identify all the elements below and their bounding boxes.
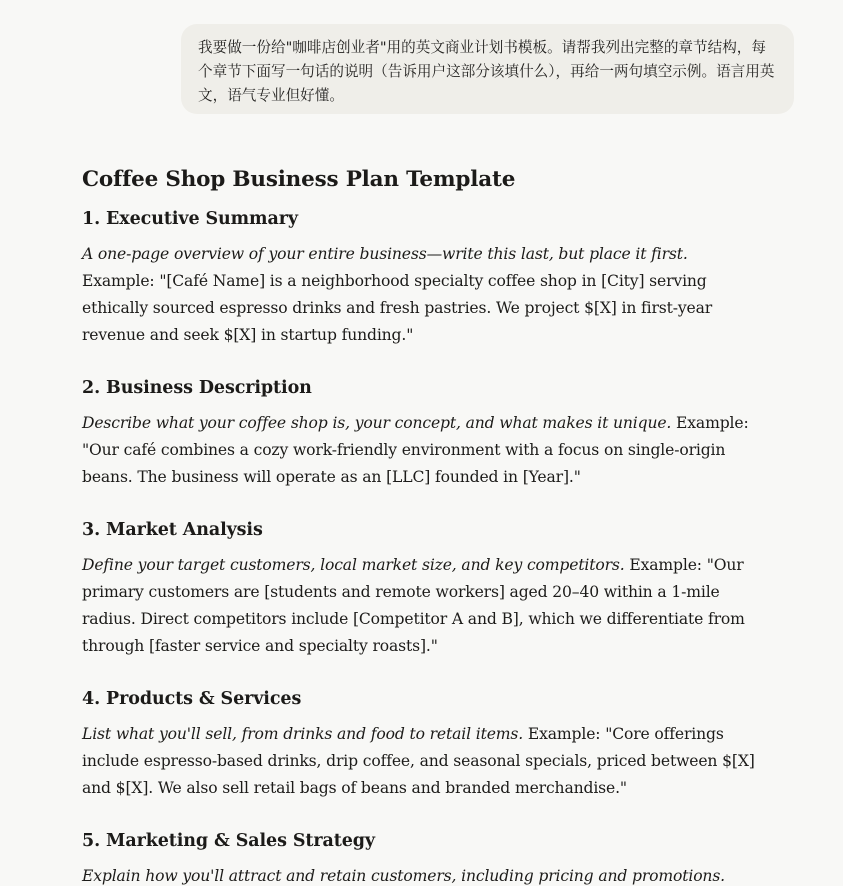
section-description: Define your target customers, local market size, and key competitors. [82,556,625,574]
section-body [82,241,762,349]
section-business-description [82,374,762,491]
section-example: Example: "Core offerings include espresso-based drinks, drip coffee, and seasonal specials, priced between $[X] and $[X]. We also sell retail bags of beans and branded merchandise." [82,725,755,797]
section-heading: 4. Products & Services [82,689,302,709]
section-description: Explain how you'll attract and retain customers, including pricing and promotions. [82,867,725,885]
section-products-services [82,685,762,802]
section-example: Example: "[Café Name] is a neighborhood specialty coffee shop in [City] serving ethically sourced espresso drinks and fresh pastries. We project $[X] in first-year revenue and seek $[X] in startup funding." [82,272,713,344]
user-message-bubble [181,24,794,114]
section-description: List what you'll sell, from drinks and food to retail items. [82,725,524,743]
template-title: Coffee Shop Business Plan Template [82,167,516,192]
section-marketing-sales [82,827,762,886]
section-body [82,552,762,660]
section-heading: 5. Marketing & Sales Strategy [82,831,375,851]
section-example: Example: "Our café combines a cozy work-friendly environment with a focus on single-origin beans. The business will operate as an [LLC] founded in [Year]." [82,414,749,486]
section-body [82,863,762,886]
section-heading: 3. Market Analysis [82,520,263,540]
section-example: Example: "Our primary customers are [students and remote workers] aged 20–40 within a 1-mile radius. Direct competitors include [Competitor A and B], which we differentiate from through [faster service and specialty roasts]." [82,556,745,655]
section-heading: 1. Executive Summary [82,209,298,229]
assistant-response [82,160,762,886]
section-market-analysis [82,516,762,660]
section-description: A one-page overview of your entire business—write this last, but place it first. [82,245,688,263]
section-body [82,410,762,491]
section-description: Describe what your coffee shop is, your concept, and what makes it unique. [82,414,672,432]
section-heading: 2. Business Description [82,378,312,398]
section-body [82,721,762,802]
section-executive-summary [82,205,762,349]
user-message-text: 我要做一份给"咖啡店创业者"用的英文商业计划书模板。请帮我列出完整的章节结构，每个章节下面写一句话的说明（告诉用户这部分该填什么），再给一两句填空示例。语言用英文，语气专业但好懂。 [198,39,775,104]
